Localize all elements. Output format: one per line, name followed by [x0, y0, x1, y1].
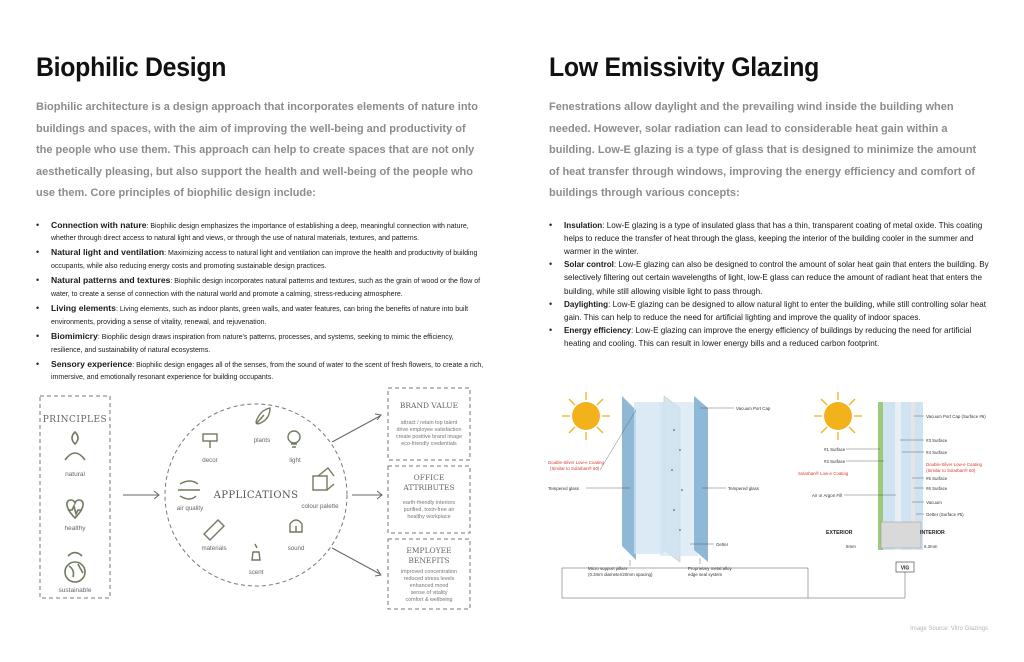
- principle-label: healthy: [64, 525, 86, 532]
- sun-icon: [814, 392, 862, 440]
- coating-label: (Similar to Solarban® 60): [926, 468, 976, 473]
- lightbulb-base-icon: [291, 444, 297, 447]
- lowe-title: Low Emissivity Glazing: [549, 52, 820, 82]
- seal-label: Proprietary metal alloy: [688, 566, 732, 571]
- application-label: light: [289, 457, 301, 464]
- application-label: materials: [201, 545, 227, 552]
- outcome-title: EMPLOYEE: [406, 546, 452, 555]
- getter-label: Getter: [716, 542, 729, 547]
- outcome-line: improved concentration: [400, 569, 458, 575]
- biophilic-diagram: [38, 384, 498, 610]
- arrow-applications-to-brand: [332, 416, 380, 442]
- lightbulb-icon: [288, 431, 300, 443]
- biophilic-title: Biophilic Design: [36, 52, 227, 82]
- surface-label: #1 Surface: [824, 447, 846, 452]
- list-item: • Living elements: Living elements, such as indoor plants, green walls, and water features, can bring the benefits of nature into built environments, providing a sense of vitality, renewal, and rejuvenation.: [36, 302, 484, 330]
- vacuum-port-label: Vacuum Port Cap (Surface #6): [926, 414, 986, 419]
- palette-icon: [313, 476, 327, 490]
- lowe-diagram: [540, 388, 990, 606]
- biophilic-section: [36, 50, 484, 385]
- paint-roller-icon: [203, 434, 217, 441]
- application-label: decor: [202, 457, 218, 464]
- application-label: colour palette: [301, 503, 339, 510]
- vacuum-label: Vacuum: [926, 500, 942, 505]
- glass-pane: [634, 402, 664, 554]
- interior-label: INTERIOR: [920, 530, 945, 536]
- sun-icon: [562, 392, 610, 440]
- scent-bottle-icon: [252, 544, 260, 560]
- glass-pane: [660, 402, 698, 556]
- lowe-intro: Fenestrations allow daylight and the prevailing wind inside the building when needed. However, solar radiation can lead to considerable heat gain within a building. Low-E glazing is a type of glass that is designed to minimize the amount of heat transfer through windows, improving the energy efficiency and comfort of buildings through various concepts:: [549, 101, 977, 199]
- exterior-label: EXTERIOR: [826, 530, 853, 536]
- outcome-line: drive employee satisfaction: [396, 427, 462, 433]
- coating-label: Solarban® Low-e Coating: [798, 471, 849, 476]
- coating-label: Double-Silver Low-e Coating: [926, 462, 982, 467]
- surface-label: #6 Surface: [926, 486, 948, 491]
- outcome-line: sense of vitality: [410, 590, 448, 596]
- materials-icon: [204, 520, 224, 540]
- gas-fill-label: Air or Argon Fill: [812, 493, 843, 498]
- list-item: • Connection with nature: Biophilic design emphasizes the importance of establishing a deep, meaningful connection with nature, whether through direct access to natural light and views, or through the use of natural materials, textures, and patterns.: [36, 219, 484, 247]
- arrow-applications-to-benefits: [332, 548, 380, 574]
- sprout-icon: [68, 553, 82, 557]
- application-label: plants: [253, 437, 271, 444]
- image-credit: Image Source: Vitro Glazings: [910, 626, 988, 632]
- outcome-line: create positive brand image: [395, 434, 463, 440]
- outcome-line: attract / retain top talent: [400, 420, 458, 426]
- dimension-label: 6mm: [846, 544, 856, 549]
- surface-label: #4 Surface: [926, 450, 948, 455]
- plant-leaf-icon: [256, 408, 270, 424]
- glass-edge: [694, 396, 708, 562]
- vig-badge-label: VIG: [900, 565, 910, 572]
- seal-label: edge seal system: [688, 572, 723, 577]
- principle-label: sustainable: [58, 587, 92, 594]
- tempered-glass-label: Tempered glass: [548, 486, 579, 491]
- application-label: scent: [248, 569, 264, 576]
- biophilic-principles-list: [36, 219, 484, 386]
- dimension-label: 6.3mm: [924, 544, 938, 549]
- list-item: • Natural patterns and textures: Biophilic design incorporates natural patterns and textures, such as the grain of wood or the flow of water, to create a sense of connection with the natural world and promote a calming, stress-reducing atmosphere.: [36, 274, 484, 302]
- applications-heading: APPLICATIONS: [213, 490, 299, 501]
- surface-label: #5 Surface: [926, 476, 948, 481]
- globe-continents-icon: [69, 564, 83, 577]
- list-item: • Natural light and ventilation: Maximizing access to natural light and ventilation can improve the health and productivity of building occupants, while also reducing energy costs and promoting sustainable design practices.: [36, 246, 484, 274]
- wind-icon: [178, 481, 200, 499]
- application-label: air quality: [176, 505, 204, 512]
- outcome-line: purified, toxin-free air: [403, 507, 455, 513]
- principles-heading: PRINCIPLES: [42, 415, 108, 425]
- list-item: • Solar control: Low-E glazing can also be designed to control the amount of solar heat gain that enters the building. By selectively filtering out certain wavelengths of light, low-E glass can reduce the amount of radiant heat that enters the building, while still allowing visible light to pass through.: [549, 258, 989, 298]
- leaf-icon: [72, 432, 78, 444]
- outcome-line: reduced stress levels: [403, 576, 455, 582]
- list-item: • Biomimicry: Biophilic design draws inspiration from nature's patterns, processes, and systems, seeking to mimic the efficiency, resilience, and sustainability of natural ecosystems.: [36, 330, 484, 358]
- pillars-label: (0.3mm diameter/20mm spacing): [588, 572, 653, 577]
- principle-label: natural: [65, 471, 85, 478]
- outcome-title: BENEFITS: [408, 556, 450, 565]
- outcome-title: OFFICE: [413, 473, 445, 482]
- outcome-line: healthy workplace: [407, 514, 451, 520]
- leaf-hand-icon: [65, 453, 85, 460]
- glass-edge: [622, 396, 636, 560]
- right-frame-line: [808, 572, 905, 598]
- biophilic-intro: Biophilic architecture is a design approach that incorporates elements of nature into buildings and spaces, with the aim of improving the well-being and productivity of the people who use them. This approach can help to create spaces that are not only aesthetically pleasing, but also support the health and well-being of the people who use them. Core principles of biophilic design include:: [36, 101, 478, 199]
- surface-label: #2 Surface: [824, 459, 846, 464]
- outcome-title: ATTRIBUTES: [403, 483, 455, 492]
- tempered-glass-label: Tempered glass: [728, 486, 759, 491]
- surface-label: #3 Surface: [926, 438, 948, 443]
- getter-label: Getter (Surface #5): [926, 512, 964, 517]
- lowe-section: [549, 50, 989, 351]
- list-item: • Sensory experience: Biophilic design engages all of the senses, from the sound of water to the scent of fresh flowers, to create a rich, immersive, and emotionally resonant experience for building occupants.: [36, 358, 484, 386]
- pillars-label: Micro support pillars: [588, 566, 628, 571]
- list-item: • Energy efficiency: Low-E glazing can improve the energy efficiency of buildings by reducing the need for artificial heating and cooling. This can result in lower energy bills and a reduced carbon footprint.: [549, 324, 989, 350]
- application-label: sound: [287, 545, 305, 552]
- outcome-title: BRAND VALUE: [399, 401, 459, 410]
- outcome-line: comfort & wellbeing: [405, 597, 453, 603]
- lowe-concepts-list: [549, 219, 989, 351]
- list-item: • Insulation: Low-E glazing is a type of insulated glass that has a thin, transparent coating of metal oxide. This coating helps to reduce the transfer of heat through the glass, keeping the interior of the building cooler in the summer and warmer in the winter.: [549, 219, 989, 259]
- spacer-frame: [881, 522, 921, 548]
- headphones-icon: [290, 520, 302, 532]
- principles-box: [40, 396, 110, 598]
- coating-label: (Similar to Solarban® 60): [550, 466, 600, 471]
- coating-label: Double-Silver Low-e Coating: [548, 460, 604, 465]
- colour-swatch-icon: [318, 468, 334, 490]
- list-item: • Daylighting: Low-E glazing can be designed to allow natural light to enter the building, while still controlling solar heat gain. This can help to reduce the need for artificial lighting and improve the quality of indoor spaces.: [549, 298, 989, 324]
- vacuum-port-label: Vacuum Port Cap: [736, 406, 771, 411]
- outcome-line: eco-friendly credentials: [401, 441, 457, 447]
- outcome-line: enhanced mood: [409, 583, 449, 589]
- outcome-line: earth-friendly interiors: [402, 500, 456, 506]
